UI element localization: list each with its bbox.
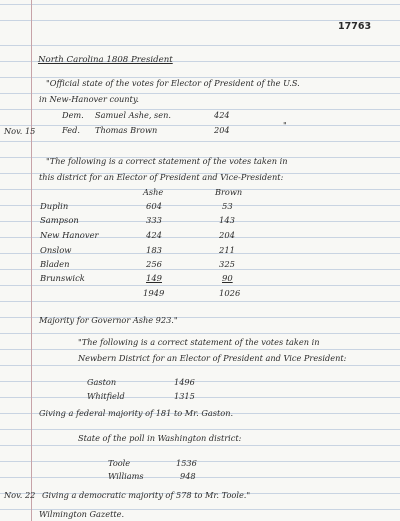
newbern-line-2: Newbern District for an Elector of President and Vice President: <box>78 353 347 363</box>
candidate-name: Gaston <box>87 377 117 387</box>
candidate-votes: 1315 <box>174 391 195 401</box>
county-name: Bladen <box>40 259 70 269</box>
official-votes-2: 204 <box>214 125 230 135</box>
ashe-votes: 424 <box>146 230 162 240</box>
official-votes-1: 424 <box>214 110 230 120</box>
official-party-1: Dem. <box>62 110 84 120</box>
official-name-1: Samuel Ashe, sen. <box>95 110 171 120</box>
county-name: Duplin <box>40 201 69 211</box>
ashe-votes: 183 <box>146 245 162 255</box>
brown-votes: 90 <box>222 273 233 283</box>
washington-title: State of the poll in Washington district: <box>78 433 242 443</box>
brown-votes: 53 <box>222 201 233 211</box>
candidate-votes: 1496 <box>174 377 195 387</box>
candidate-votes: 1536 <box>176 458 197 468</box>
ashe-votes: 333 <box>146 215 162 225</box>
brown-total: 1026 <box>219 288 241 298</box>
newbern-line-1: "The following is a correct statement of the votes taken in <box>78 337 320 347</box>
official-line-1: "Official state of the votes for Elector of President of the U.S. <box>46 78 300 88</box>
ashe-total: 1949 <box>143 288 165 298</box>
county-name: Onslow <box>40 245 72 255</box>
date-nov-15: Nov. 15 <box>4 126 36 136</box>
candidate-name: Toole <box>108 458 131 468</box>
date-nov-22: Nov. 22 <box>4 490 36 500</box>
col-header-brown: Brown <box>215 187 243 197</box>
brown-votes: 325 <box>219 259 235 269</box>
federal-majority: Giving a federal majority of 181 to Mr. Gaston. <box>39 408 234 418</box>
candidate-name: Whitfield <box>87 391 125 401</box>
county-name: Sampson <box>40 215 79 225</box>
district-line-1: "The following is a correct statement of the votes taken in <box>46 156 288 166</box>
county-name: Brunswick <box>40 273 85 283</box>
page-title: North Carolina 1808 President <box>38 55 173 65</box>
democratic-majority: Giving a democratic majority of 578 to Mr. Toole." <box>42 490 251 500</box>
ditto-mark: " <box>283 120 287 130</box>
ashe-votes: 256 <box>146 259 162 269</box>
official-name-2: Thomas Brown <box>95 125 158 135</box>
county-name: New Hanover <box>40 230 99 240</box>
document-number: 17763 <box>338 21 372 32</box>
official-party-2: Fed. <box>62 125 80 135</box>
district-line-2: this district for an Elector of President and Vice-President: <box>39 172 284 182</box>
source-citation: Wilmington Gazette. <box>39 509 125 519</box>
brown-votes: 143 <box>219 215 235 225</box>
majority-governor: Majority for Governor Ashe 923." <box>39 315 178 325</box>
margin-line <box>31 0 32 521</box>
candidate-votes: 948 <box>180 471 196 481</box>
brown-votes: 211 <box>219 245 235 255</box>
ashe-votes: 604 <box>146 201 162 211</box>
brown-votes: 204 <box>219 230 235 240</box>
candidate-name: Williams <box>108 471 144 481</box>
col-header-ashe: Ashe <box>143 187 164 197</box>
official-line-2: in New-Hanover county. <box>39 94 139 104</box>
ashe-votes: 149 <box>146 273 162 283</box>
